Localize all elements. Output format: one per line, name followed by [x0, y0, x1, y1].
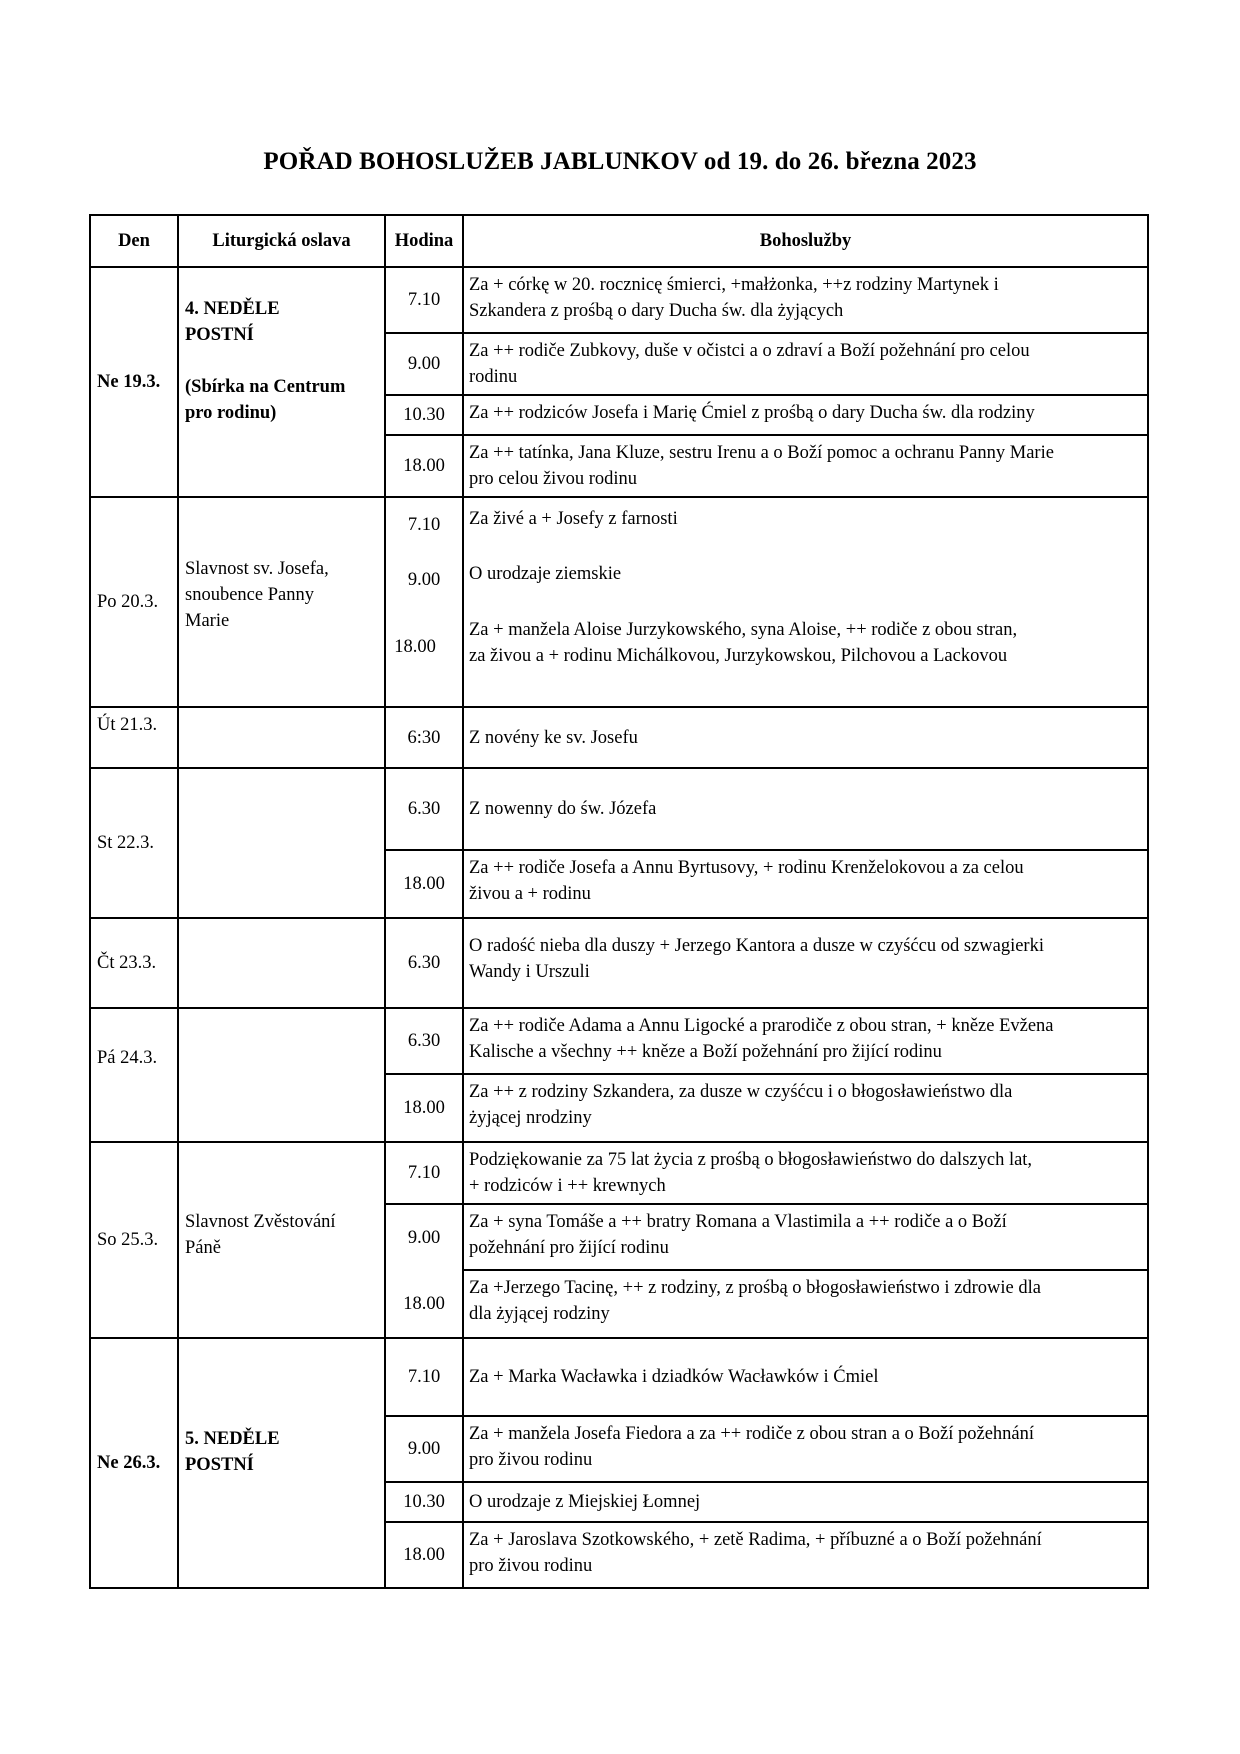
header-liturgy: Liturgická oslava [178, 215, 385, 267]
service-cell [463, 395, 1148, 435]
day-cell: Ne 26.3. [90, 1338, 178, 1588]
table-row [90, 267, 1148, 333]
liturgy-line: 4. NEDĚLE [185, 299, 280, 319]
liturgy-cell [178, 707, 385, 768]
service-line: Za ++ rodiče Adama a Annu Ligocké a prarodiče z obou stran, + kněze Evžena [469, 1016, 1054, 1036]
service-line: O radość nieba dla duszy + Jerzego Kantora a dusze w czyśćcu od szwagierki [469, 936, 1044, 956]
schedule-table [89, 214, 1149, 1589]
table-row [90, 497, 1148, 707]
liturgy-line: snoubence Panny [185, 585, 314, 605]
hour-cell [385, 497, 463, 707]
service-line: pro živou rodinu [469, 1450, 593, 1470]
day-cell: Út 21.3. [90, 707, 178, 768]
service-cell [463, 333, 1148, 395]
header-row [90, 215, 1148, 267]
hour-cell: 18.00 [385, 1522, 463, 1588]
hour-cell: 6.30 [385, 1008, 463, 1074]
liturgy-line: (Sbírka na Centrum [185, 377, 346, 397]
service-cell [463, 497, 1148, 707]
day-cell: So 25.3. [90, 1142, 178, 1338]
hour-cell: 10.30 [385, 1482, 463, 1522]
hour-line: 7.10 [407, 515, 441, 535]
liturgy-cell [178, 497, 385, 707]
service-line: Za + Jaroslava Szotkowského, + zetě Radima, + příbuzné a o Boží požehnání [469, 1530, 1042, 1550]
liturgy-cell [178, 267, 385, 497]
service-cell [463, 918, 1148, 1008]
table-row [90, 707, 1148, 768]
service-line: Kalische a všechny ++ kněze a Boží požehnání pro žijící rodinu [469, 1042, 942, 1062]
hour-line: 9.00 [407, 570, 441, 590]
hour-cell: 6.30 [385, 918, 463, 1008]
service-cell [463, 1522, 1148, 1588]
liturgy-line: Páně [185, 1238, 221, 1258]
service-line: Za + syna Tomáše a ++ bratry Romana a Vlastimila a ++ rodiče a o Boží [469, 1212, 1007, 1232]
service-line: Za ++ rodziców Josefa i Marię Ćmiel z prośbą o dary Ducha św. dla rodziny [469, 403, 1035, 423]
day-cell: Ne 19.3. [90, 267, 178, 497]
liturgy-cell [178, 768, 385, 918]
service-line: żyjącej nrodziny [469, 1108, 592, 1128]
service-line: O urodzaje ziemskie [469, 564, 622, 584]
header-services: Bohoslužby [463, 215, 1148, 267]
hour-cell: 18.00 [385, 1074, 463, 1142]
service-line: Za + córkę w 20. rocznicę śmierci, +małżonka, ++z rodziny Martynek i [469, 275, 999, 295]
hour-cell: 9.00 [385, 1416, 463, 1482]
service-cell [463, 1338, 1148, 1416]
service-cell [463, 1270, 1148, 1338]
liturgy-line: Marie [185, 611, 230, 631]
hour-cell: 18.00 [385, 850, 463, 918]
service-cell [463, 850, 1148, 918]
service-line: Z novény ke sv. Josefu [469, 727, 638, 748]
service-line: pro živou rodinu [469, 1556, 593, 1576]
service-cell [463, 707, 1148, 768]
header-day: Den [90, 215, 178, 267]
service-line: Za + Marka Wacławka i dziadków Wacławków i Ćmiel [469, 1367, 879, 1387]
hour-cell: 7.10 [385, 1142, 463, 1204]
service-line: Szkandera z prośbą o dary Ducha św. dla żyjących [469, 301, 844, 321]
service-line: Za + manžela Josefa Fiedora a za ++ rodiče z obou stran a o Boží požehnání [469, 1424, 1035, 1444]
service-line: Za ++ rodiče Josefa a Annu Byrtusovy, + rodinu Krenželokovou a za celou [469, 858, 1024, 878]
table-row [90, 1142, 1148, 1204]
day-cell: Pá 24.3. [90, 1008, 178, 1142]
table-row [90, 768, 1148, 850]
service-line: živou a + rodinu [469, 884, 591, 904]
hour-cell: 9.00 [385, 333, 463, 395]
liturgy-cell [178, 1338, 385, 1588]
hour-cell: 6.30 [385, 768, 463, 850]
service-cell [463, 435, 1148, 497]
service-line: Wandy i Urszuli [469, 962, 590, 982]
liturgy-line: POSTNÍ [185, 325, 254, 345]
service-cell [463, 1142, 1148, 1204]
service-line: Z nowenny do św. Józefa [469, 799, 657, 819]
service-line: O urodzaje z Miejskiej Łomnej [469, 1492, 701, 1512]
service-cell [463, 1482, 1148, 1522]
service-line: Za + manžela Aloise Jurzykowského, syna Aloise, ++ rodiče z obou stran, [469, 620, 1018, 640]
service-cell [463, 1204, 1148, 1270]
table-row [90, 1338, 1148, 1416]
service-cell [463, 1416, 1148, 1482]
day-cell: Čt 23.3. [90, 918, 178, 1008]
liturgy-line: pro rodinu) [185, 403, 277, 423]
liturgy-cell [178, 1008, 385, 1142]
service-line: rodinu [469, 367, 518, 387]
hour-cell: 7.10 [385, 1338, 463, 1416]
hour-cell: 9.00 [385, 1204, 463, 1270]
liturgy-cell [178, 918, 385, 1008]
service-line: Za živé a + Josefy z farnosti [469, 509, 678, 529]
hour-cell: 18.00 [385, 1270, 463, 1338]
liturgy-line: Slavnost Zvěstování [185, 1212, 336, 1232]
service-line: dla żyjącej rodziny [469, 1304, 610, 1324]
header-hour: Hodina [385, 215, 463, 267]
service-line: + rodziców i ++ krewnych [469, 1176, 666, 1196]
liturgy-cell [178, 1142, 385, 1338]
service-cell [463, 267, 1148, 333]
hour-cell: 10.30 [385, 395, 463, 435]
service-line: Za ++ tatínka, Jana Kluze, sestru Irenu a o Boží pomoc a ochranu Panny Marie [469, 443, 1054, 463]
liturgy-line: Slavnost sv. Josefa, [185, 559, 329, 579]
service-cell [463, 1008, 1148, 1074]
page-title: POŘAD BOHOSLUŽEB JABLUNKOV od 19. do 26. března 2023 [263, 148, 977, 175]
service-line: za živou a + rodinu Michálkovou, Jurzykowskou, Pilchovou a Lackovou [469, 646, 1008, 666]
table-row [90, 918, 1148, 1008]
service-cell [463, 1074, 1148, 1142]
service-line: Podziękowanie za 75 lat życia z prośbą o błogosławieństwo do dalszych lat, [469, 1150, 1033, 1170]
service-line: Za +Jerzego Tacinę, ++ z rodziny, z prośbą o błogosławieństwo i zdrowie dla [469, 1278, 1041, 1298]
service-line: Za ++ z rodziny Szkandera, za dusze w czyśćcu i o błogosławieństwo dla [469, 1082, 1013, 1102]
hour-cell: 6:30 [385, 707, 463, 768]
service-line: Za ++ rodiče Zubkovy, duše v očistci a o zdraví a Boží požehnání pro celou [469, 341, 1030, 361]
service-cell [463, 768, 1148, 850]
table-row [90, 1008, 1148, 1074]
liturgy-line: POSTNÍ [185, 1455, 254, 1475]
day-cell: Po 20.3. [90, 497, 178, 707]
liturgy-line: 5. NEDĚLE [185, 1429, 280, 1449]
hour-cell: 7.10 [385, 267, 463, 333]
hour-cell: 18.00 [385, 435, 463, 497]
service-line: pro celou živou rodinu [469, 469, 637, 489]
service-line: požehnání pro žijící rodinu [469, 1238, 669, 1258]
day-cell: St 22.3. [90, 768, 178, 918]
hour-line: 18.00 [394, 637, 436, 657]
